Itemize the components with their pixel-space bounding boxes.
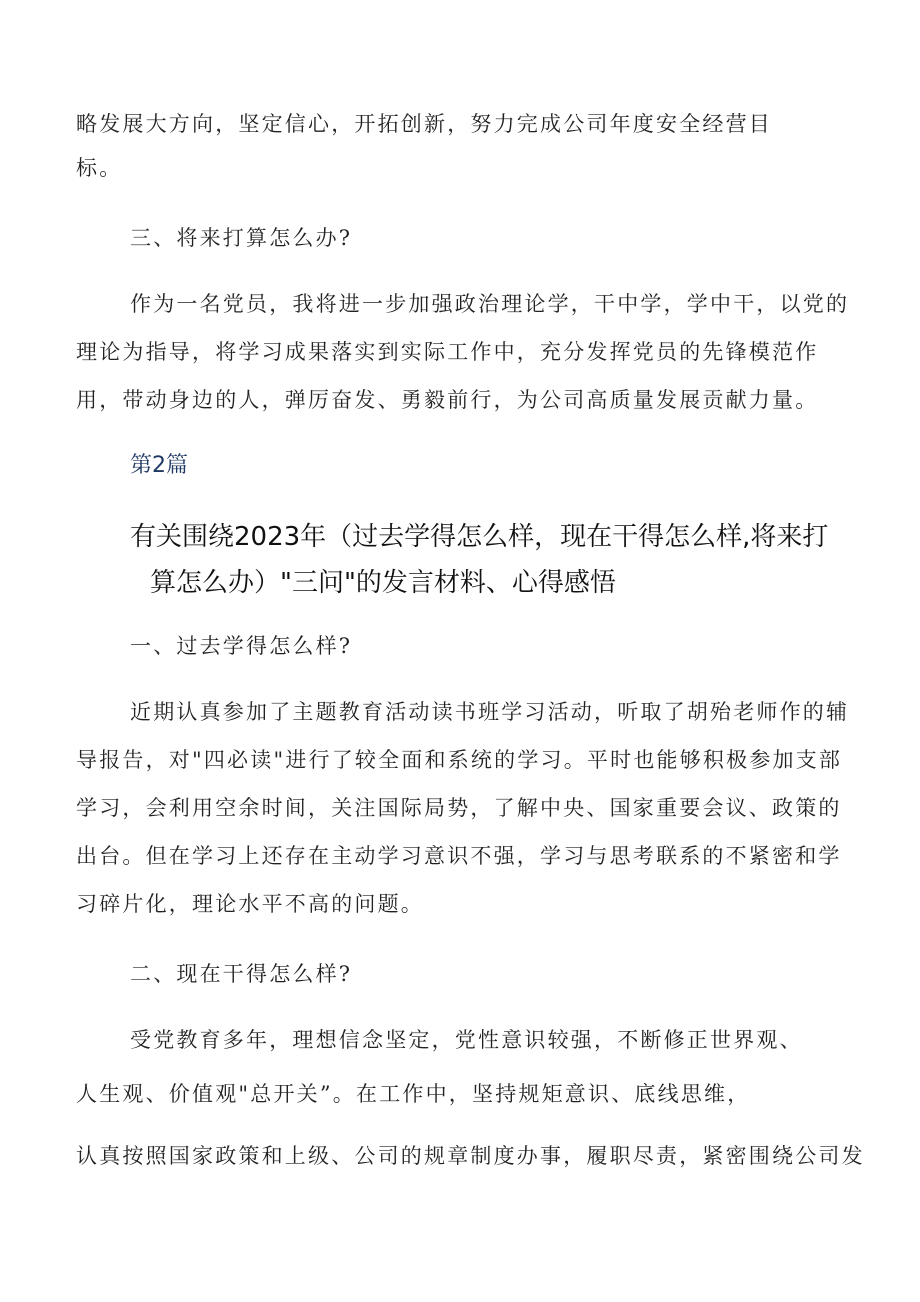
part-2-title-line-1: 有关围绕2023年（过去学得怎么样，现在干得怎么样,将来打 (130, 522, 829, 552)
section-2-paragraph-line-3: 认真按照国家政策和上级、公司的规章制度办事，履职尽责，紧密围绕公司发 (76, 1144, 865, 1168)
continuation-line-2: 标。 (76, 156, 123, 180)
section-3-paragraph-line-1: 作为一名党员，我将进一步加强政治理论学，干中学，学中干，以党的 (130, 292, 850, 316)
section-3-paragraph-line-3: 用，带动身边的人，弹厉奋发、勇毅前行，为公司高质量发展贡献力量。 (76, 388, 819, 412)
section-1-paragraph-line-5: 习碎片化，理论水平不高的问题。 (76, 892, 424, 916)
section-3-heading: 三、将来打算怎么办? (130, 226, 353, 250)
section-3-paragraph-line-2: 理论为指导，将学习成果落实到实际工作中，充分发挥党员的先锋模范作 (76, 340, 819, 364)
continuation-line-1: 略发展大方向，坚定信心，开拓创新，努力完成公司年度安全经营目 (76, 112, 772, 136)
section-2-heading: 二、现在干得怎么样? (130, 962, 353, 986)
section-1-heading: 一、过去学得怎么样? (130, 634, 353, 658)
part-2-title-line-2: 算怎么办）"三问"的发言材料、心得感悟 (150, 568, 616, 598)
section-1-paragraph-line-4: 出台。但在学习上还存在主动学习意识不强，学习与思考联系的不紧密和学 (76, 844, 842, 868)
section-1-paragraph-line-1: 近期认真参加了主题教育活动读书班学习活动，听取了胡殆老师作的辅 (130, 700, 850, 724)
section-2-paragraph-line-2: 人生观、价值观"总开关”。在工作中，坚持规矩意识、底线思维， (76, 1082, 751, 1106)
section-1-paragraph-line-3: 学习，会利用空余时间，关注国际局势，了解中央、国家重要会议、政策的 (76, 796, 842, 820)
section-2-paragraph-line-1: 受党教育多年，理想信念坚定，党性意识较强，不断修正世界观、 (130, 1028, 803, 1052)
part-2-label: 第2篇 (130, 453, 188, 478)
section-1-paragraph-line-2: 导报告，对"四必读"进行了较全面和系统的学习。平时也能够积极参加支部 (76, 748, 843, 772)
